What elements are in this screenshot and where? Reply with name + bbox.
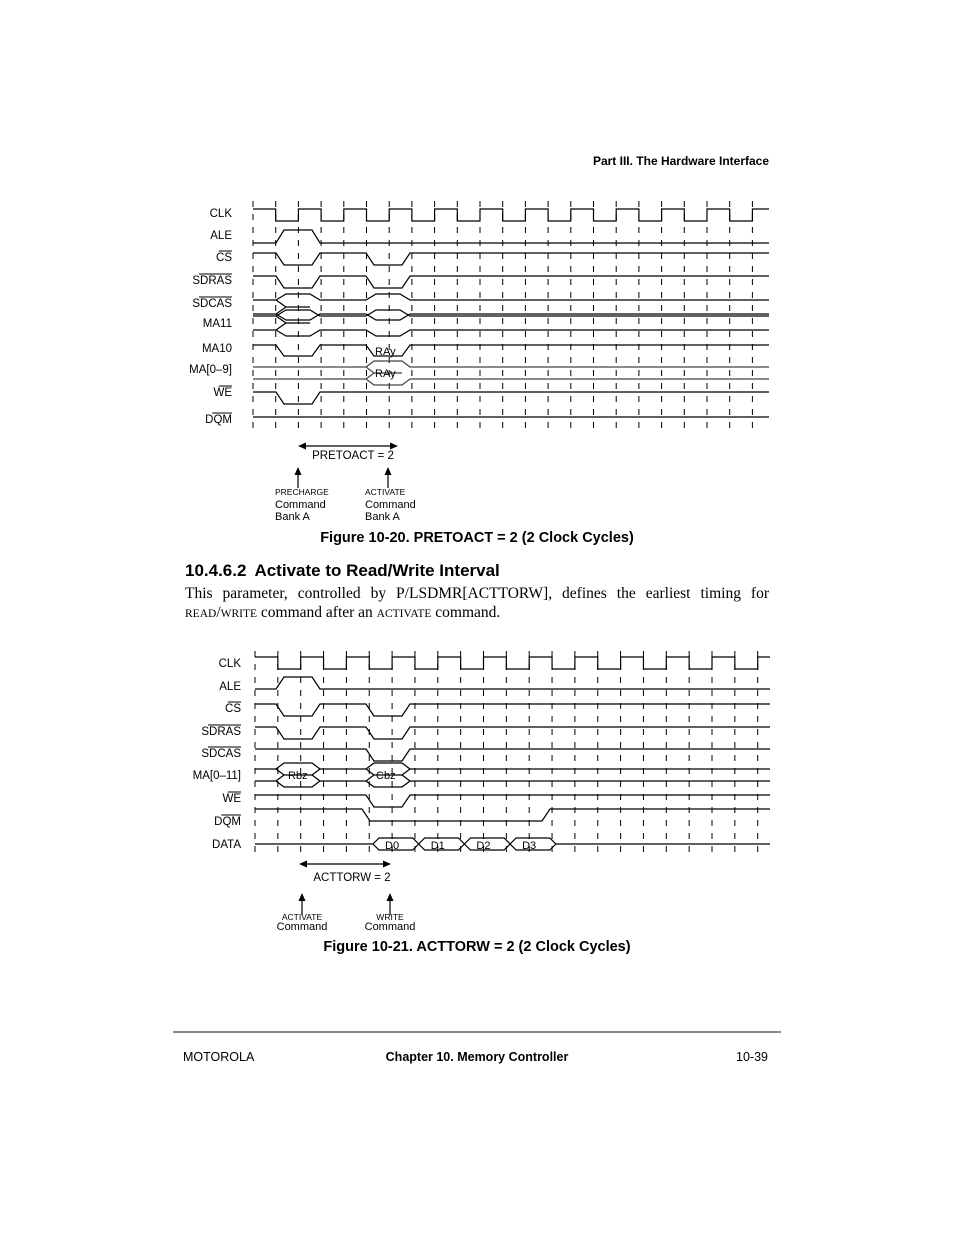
activate-arrow-head	[299, 893, 306, 901]
activate-command-label: Command	[365, 499, 416, 511]
activate-small-label: ACTIVATE	[281, 912, 323, 922]
sdras-waveform	[255, 727, 770, 739]
signal-label-sdras: SDRAS	[201, 726, 241, 738]
section-number: 10.4.6.2	[185, 561, 247, 580]
ma11-waveform-a	[253, 316, 310, 330]
para-line1: This parameter, controlled by P/LSDMR[ACTTORW], defines the earliest timing for	[185, 585, 769, 602]
ma09-waveform-b	[366, 361, 769, 385]
signal-label-dqm: DQM	[205, 414, 232, 426]
section-paragraph	[185, 584, 769, 624]
precharge-bank-label: Bank A	[275, 511, 310, 523]
signal-label-sdcas: SDCAS	[201, 748, 241, 760]
signal-label-clk: CLK	[209, 208, 232, 220]
activate-bank-label: Bank A	[365, 511, 400, 523]
signal-label-ma09: MA[0–9]	[189, 364, 232, 376]
dqm-waveform	[255, 809, 770, 821]
section-heading	[185, 561, 500, 581]
figure-caption-acttorw: Figure 10-21. ACTTORW = 2 (2 Clock Cycles)	[323, 939, 631, 955]
ma09-value-label: RAy	[375, 368, 396, 380]
para-read: READ	[185, 608, 217, 620]
footer-rule	[173, 1031, 781, 1033]
signal-label-dqm: DQM	[214, 816, 241, 828]
activate-small-label: ACTIVATE	[365, 487, 406, 497]
data-label-d2: D2	[476, 840, 491, 852]
write-small-label: WRITE	[376, 912, 404, 922]
acttorw-interval-label: ACTTORW = 2	[313, 872, 391, 884]
clk-waveform	[253, 209, 769, 221]
write-command-label: Command	[364, 921, 416, 933]
ale-waveform	[255, 677, 770, 689]
cs-waveform	[253, 253, 769, 265]
data-label-d0: D0	[385, 840, 400, 852]
we-waveform	[255, 795, 770, 807]
para-write: WRITE	[220, 608, 258, 620]
footer-company: MOTOROLA	[183, 1050, 255, 1064]
activate-command-label: Command	[276, 921, 328, 933]
para-mid: command after an	[257, 604, 377, 621]
timing-diagram-acttorw	[0, 645, 954, 935]
signal-label-we: WE	[222, 793, 241, 805]
timing-diagram-pretoact	[0, 195, 954, 525]
footer-page-number: 10-39	[736, 1050, 768, 1064]
signal-label-ale: ALE	[210, 230, 232, 242]
precharge-command-label: Command	[275, 499, 326, 511]
signal-label-clk: CLK	[218, 658, 241, 670]
ma11-waveform-c	[276, 330, 769, 336]
sdcas-waveform-c	[276, 314, 769, 320]
sdcas-waveform-a	[253, 300, 310, 314]
ma-value-rbz: Rbz	[288, 770, 308, 782]
ma-bus-waveform-b	[255, 775, 770, 781]
part-header: Part III. The Hardware Interface	[592, 154, 769, 168]
precharge-small-label: PRECHARGE	[275, 487, 329, 497]
para-activate: ACTIVATE	[376, 608, 432, 620]
para-slash: /	[216, 604, 221, 621]
signal-label-ma011: MA[0–11]	[192, 770, 241, 782]
signal-label-cs: CS	[225, 703, 241, 715]
signal-label-we: WE	[213, 387, 232, 399]
signal-label-cs: CS	[216, 252, 232, 264]
data-label-d3: D3	[522, 840, 537, 852]
ma-bus-waveform-a	[255, 769, 770, 775]
ma11-waveform-b	[276, 310, 769, 316]
signal-label-ma10: MA10	[201, 343, 232, 355]
activate-arrow-head	[385, 467, 392, 475]
ma-value-cbz: Cbz	[376, 770, 396, 782]
pretoact-interval-arrow-head-left	[298, 443, 306, 450]
ma10-value-label: RAy	[375, 346, 396, 358]
signal-label-sdcas: SDCAS	[192, 298, 232, 310]
we-waveform	[253, 392, 769, 404]
signal-label-ma11: MA11	[202, 318, 232, 330]
sdras-waveform	[253, 276, 769, 288]
signal-label-sdras: SDRAS	[192, 275, 232, 287]
acttorw-interval-arrow-head-left	[299, 861, 307, 868]
ale-waveform	[253, 230, 769, 243]
section-title: Activate to Read/Write Interval	[254, 561, 500, 580]
clk-waveform	[255, 657, 770, 669]
precharge-arrow-head	[295, 467, 302, 475]
ma10-waveform	[253, 345, 769, 356]
pretoact-interval-arrow-head-right	[390, 443, 398, 450]
cs-waveform	[255, 704, 770, 716]
acttorw-interval-arrow-head-right	[383, 861, 391, 868]
sdcas-waveform	[255, 749, 770, 761]
figure-caption-pretoact: Figure 10-20. PRETOACT = 2 (2 Clock Cycles)	[320, 530, 634, 546]
pretoact-interval-label: PRETOACT = 2	[312, 450, 394, 462]
para-end: command.	[431, 604, 501, 621]
data-label-d1: D1	[430, 840, 445, 852]
sdcas-waveform-b	[276, 294, 769, 300]
signal-label-data: DATA	[212, 839, 241, 851]
footer-chapter: Chapter 10. Memory Controller	[385, 1050, 569, 1064]
write-arrow-head	[387, 893, 394, 901]
signal-label-ale: ALE	[219, 681, 241, 693]
